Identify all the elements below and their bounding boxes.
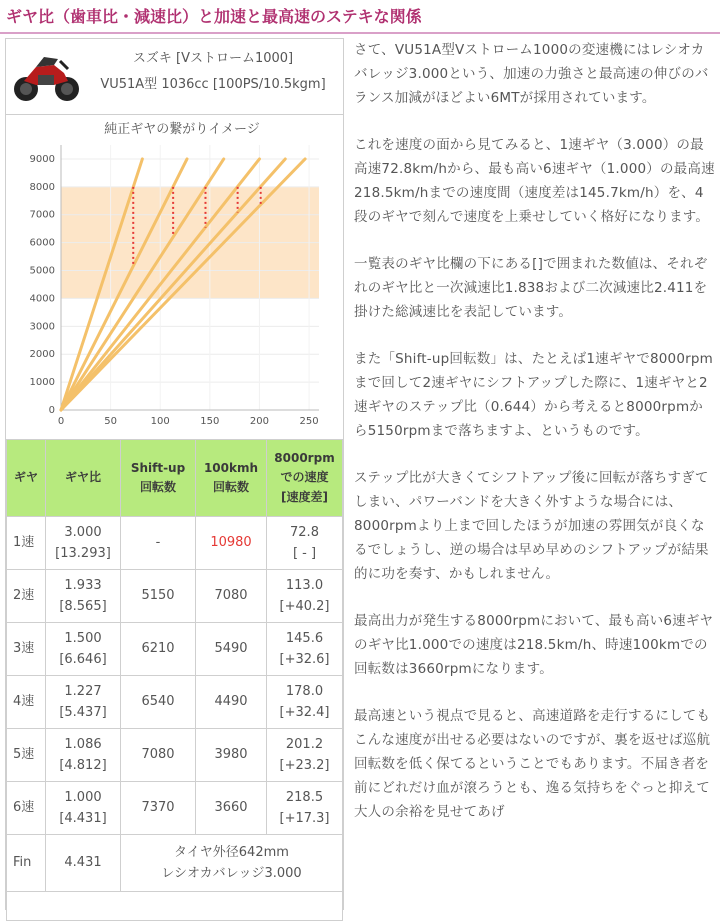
article-paragraph: 最高速という視点で見ると、高速道路を走行するにしてもこんな速度が出せる必要はないのですが、裏を返せば巡航回転数を低く保てるということでもあります。不届き者を前にどれだけ血が滾ろうとも、逸る気持ちをぐっと抑えて大人の余裕を見せてあげ <box>354 708 711 820</box>
bike-header <box>6 39 343 115</box>
total-ratio-value: [8.565] <box>59 599 107 614</box>
gear-chart <box>6 115 343 439</box>
chart-title: 純正ギヤの繋がりイメージ <box>104 122 260 137</box>
bike-name: スズキ [Vストローム1000] <box>132 51 294 66</box>
ratio-value: 1.000 <box>64 789 102 805</box>
shift-cell: 6540 <box>121 676 196 729</box>
gear-cell: 6速 <box>7 782 46 835</box>
rpm100-cell: 3660 <box>196 782 267 835</box>
article-body <box>354 38 716 847</box>
speed-diff: [+32.4] <box>279 705 330 720</box>
gear-table <box>6 439 343 921</box>
table-row <box>7 782 343 835</box>
article-paragraph: また「Shift-up回転数」は、たとえば1速ギヤで8000rpmまで回して2速ギヤにシフトアップした際に、1速ギヤと2速ギヤのステップ比（0.644）から考えると8000rpmから5150rpmまで落ちますよ、というものです。 <box>354 351 713 439</box>
speed-cell <box>267 676 343 729</box>
speed-cell <box>267 782 343 835</box>
speed-value: 113.0 <box>285 577 324 593</box>
y-tick-label: 4000 <box>29 293 55 305</box>
ratio-cell <box>46 517 121 570</box>
y-tick-label: 7000 <box>29 209 55 221</box>
gear-cell: 5速 <box>7 729 46 782</box>
ratio-value: 1.086 <box>64 736 102 752</box>
article-paragraph: さて、VU51A型Vストローム1000の変速機にはレシオカバレッジ3.000という、加速の力強さと最高速の伸びのバランス加減がほどよい6MTが採用されています。 <box>354 42 709 106</box>
table-row <box>7 517 343 570</box>
article-heading <box>0 0 720 34</box>
fin-label: Fin <box>7 835 46 892</box>
bike-model: VU51A型 1036cc [100PS/10.5kgm] <box>100 77 326 92</box>
rpm100-cell: 4490 <box>196 676 267 729</box>
tire-note: タイヤ外径642mm <box>174 844 289 860</box>
shift-cell: 5150 <box>121 570 196 623</box>
gear-table-header <box>7 440 343 517</box>
speed-cell <box>267 570 343 623</box>
article-paragraph: ステップ比が大きくてシフトアップ後に回転が落ちすぎてしまい、パワーバンドを大きく外すような場合には、8000rpmより上まで回したほうが加速の雰囲気が良くなるでしょうし、逆の場合は早め早めのシフトアップが結果的に功を奏す、かもしれません。 <box>354 470 709 582</box>
speed-cell <box>267 729 343 782</box>
ratio-value: 1.227 <box>64 683 102 699</box>
gear-cell: 4速 <box>7 676 46 729</box>
blank-cell <box>7 892 343 921</box>
total-ratio-value: [4.431] <box>59 811 107 826</box>
y-tick-label: 8000 <box>29 181 55 193</box>
header-gear-text: ギヤ <box>13 470 38 485</box>
speed-value: 201.2 <box>285 736 324 752</box>
ratio-cell <box>46 570 121 623</box>
speed-diff: [+23.2] <box>279 758 330 773</box>
header-speed <box>267 440 343 517</box>
speed-value: 145.6 <box>285 630 324 646</box>
total-ratio-value: [13.293] <box>55 546 111 561</box>
blank-row <box>7 892 343 921</box>
table-row <box>7 623 343 676</box>
table-row <box>7 676 343 729</box>
article-paragraph: 一覧表のギヤ比欄の下にある[]で囲まれた数値は、それぞれのギヤ比と一次減速比1.838および二次減速比2.411を掛けた総減速比を表記しています。 <box>354 256 708 320</box>
x-tick-label: 200 <box>249 416 270 427</box>
table-row <box>7 729 343 782</box>
ratio-value: 1.500 <box>64 630 102 646</box>
speed-cell <box>267 517 343 570</box>
rpm100-cell: 5490 <box>196 623 267 676</box>
total-ratio-value: [5.437] <box>59 705 107 720</box>
x-tick-label: 150 <box>200 416 220 427</box>
y-tick-label: 2000 <box>29 349 55 361</box>
header-ratio-text: ギヤ比 <box>64 470 101 485</box>
x-tick-label: 250 <box>299 416 319 427</box>
fin-row <box>7 835 343 892</box>
ratio-cell <box>46 729 121 782</box>
speed-diff: [+40.2] <box>279 599 330 614</box>
shift-cell: - <box>121 517 196 570</box>
speed-diff: [+17.3] <box>279 811 330 826</box>
y-tick-label: 6000 <box>29 237 55 249</box>
y-tick-label: 9000 <box>29 153 55 165</box>
gear-ratio-card <box>5 38 344 910</box>
header-shift-text: Shift-up 回転数 <box>130 460 186 494</box>
speed-diff: [+32.6] <box>279 652 330 667</box>
speed-diff: [ - ] <box>292 546 317 561</box>
x-tick-label: 0 <box>57 416 65 427</box>
article-paragraph: これを速度の面から見てみると、1速ギヤ（3.000）の最高速72.8km/hから、最も高い6速ギヤ（1.000）の最高速218.5km/hまでの速度間（速度差は145.7km/h）を、4段のギヤで刻んで速度を上乗せしていく格好になります。 <box>354 137 715 225</box>
article-paragraph: 最高出力が発生する8000rpmにおいて、最も高い6速ギヤのギヤ比1.000での速度は218.5km/h、時速100kmでの回転数は3660rpmになります。 <box>354 613 714 677</box>
ratio-value: 3.000 <box>64 524 102 540</box>
x-tick-label: 50 <box>104 416 117 427</box>
gear-cell: 2速 <box>7 570 46 623</box>
rpm100-cell: 7080 <box>196 570 267 623</box>
total-ratio-value: [4.812] <box>59 758 107 773</box>
shift-cell: 6210 <box>121 623 196 676</box>
shift-cell: 7080 <box>121 729 196 782</box>
rpm100-cell: 3980 <box>196 729 267 782</box>
table-row <box>7 570 343 623</box>
gear-chart-svg <box>6 115 343 439</box>
speed-value: 72.8 <box>290 524 319 540</box>
speed-value: 178.0 <box>285 683 324 699</box>
speed-cell <box>267 623 343 676</box>
y-tick-label: 0 <box>48 405 55 416</box>
heading-text: ギヤ比（歯車比・減速比）と加速と最高速のステキな関係 <box>6 7 422 26</box>
ratio-cell <box>46 623 121 676</box>
header-ratio <box>46 440 121 517</box>
ratio-value: 1.933 <box>64 577 102 593</box>
ratio-cell <box>46 782 121 835</box>
rpm100-cell: 10980 <box>196 517 267 570</box>
y-tick-label: 5000 <box>29 265 55 277</box>
total-ratio-value: [6.646] <box>59 652 107 667</box>
header-shift <box>121 440 196 517</box>
header-rpm100-text: 100kmh 回転数 <box>203 460 259 494</box>
y-tick-label: 1000 <box>29 377 55 389</box>
ratio-cell <box>46 676 121 729</box>
shift-cell: 7370 <box>121 782 196 835</box>
gear-cell: 1速 <box>7 517 46 570</box>
coverage-note: レシオカバレッジ3.000 <box>161 866 302 881</box>
header-rpm100 <box>196 440 267 517</box>
fin-notes <box>121 835 343 892</box>
motorcycle-icon <box>10 47 82 107</box>
header-gear <box>7 440 46 517</box>
fin-ratio: 4.431 <box>46 835 121 892</box>
speed-value: 218.5 <box>285 789 324 805</box>
gear-cell: 3速 <box>7 623 46 676</box>
x-tick-label: 100 <box>150 416 170 427</box>
y-tick-label: 3000 <box>29 321 55 333</box>
header-speed-text: 8000rpm での速度 [速度差] <box>274 451 335 504</box>
